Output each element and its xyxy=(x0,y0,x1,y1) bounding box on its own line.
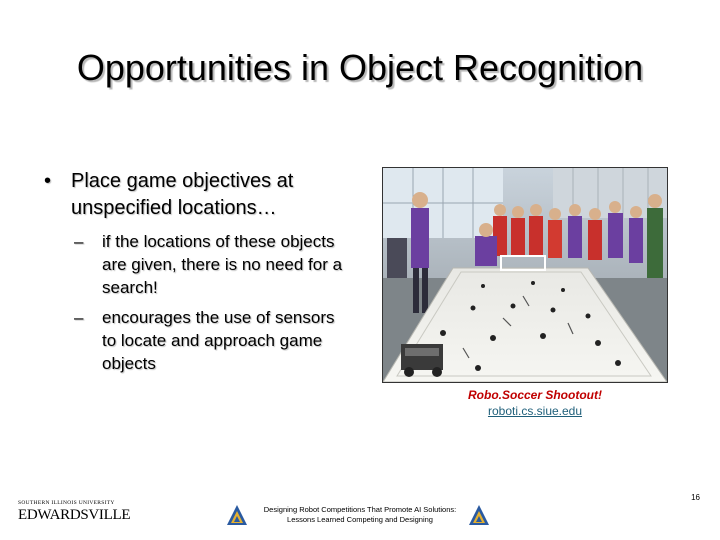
dash-glyph: – xyxy=(74,232,84,251)
footer-line: Lessons Learned Competing and Designing xyxy=(287,515,433,524)
photo-illustration xyxy=(383,168,667,382)
footer-text xyxy=(250,505,470,525)
university-logo xyxy=(18,500,131,526)
sub-bullet xyxy=(74,230,344,299)
main-bullet xyxy=(44,168,364,222)
dash-glyph: – xyxy=(74,308,84,327)
triangle-emblem-icon xyxy=(226,504,248,526)
sub-bullet-text: if the locations of these objects are given, there is no need for a search! xyxy=(102,232,343,297)
caption-link[interactable]: roboti.cs.siue.edu xyxy=(487,404,583,418)
sub-bullet-text: encourages the use of sensors to locate and approach game objects xyxy=(102,308,335,373)
sub-bullet xyxy=(74,306,344,375)
bullet-glyph: • xyxy=(44,170,52,192)
logo-university-name: SOUTHERN ILLINOIS UNIVERSITY xyxy=(18,500,115,506)
caption-title: Robo.Soccer Shootout! xyxy=(468,388,602,402)
main-bullet-text: Place game objectives at unspecified locations… xyxy=(71,170,294,219)
logo-campus-name: EDWARDSVILLE xyxy=(18,507,131,523)
triangle-emblem-icon xyxy=(468,504,490,526)
footer-line: Designing Robot Competitions That Promote AI Solutions: xyxy=(263,505,457,514)
robot-soccer-photo xyxy=(382,167,668,383)
photo-caption xyxy=(400,387,670,419)
page-number: 16 xyxy=(691,493,700,502)
slide-title: Opportunities in Object Recognition xyxy=(76,47,644,88)
